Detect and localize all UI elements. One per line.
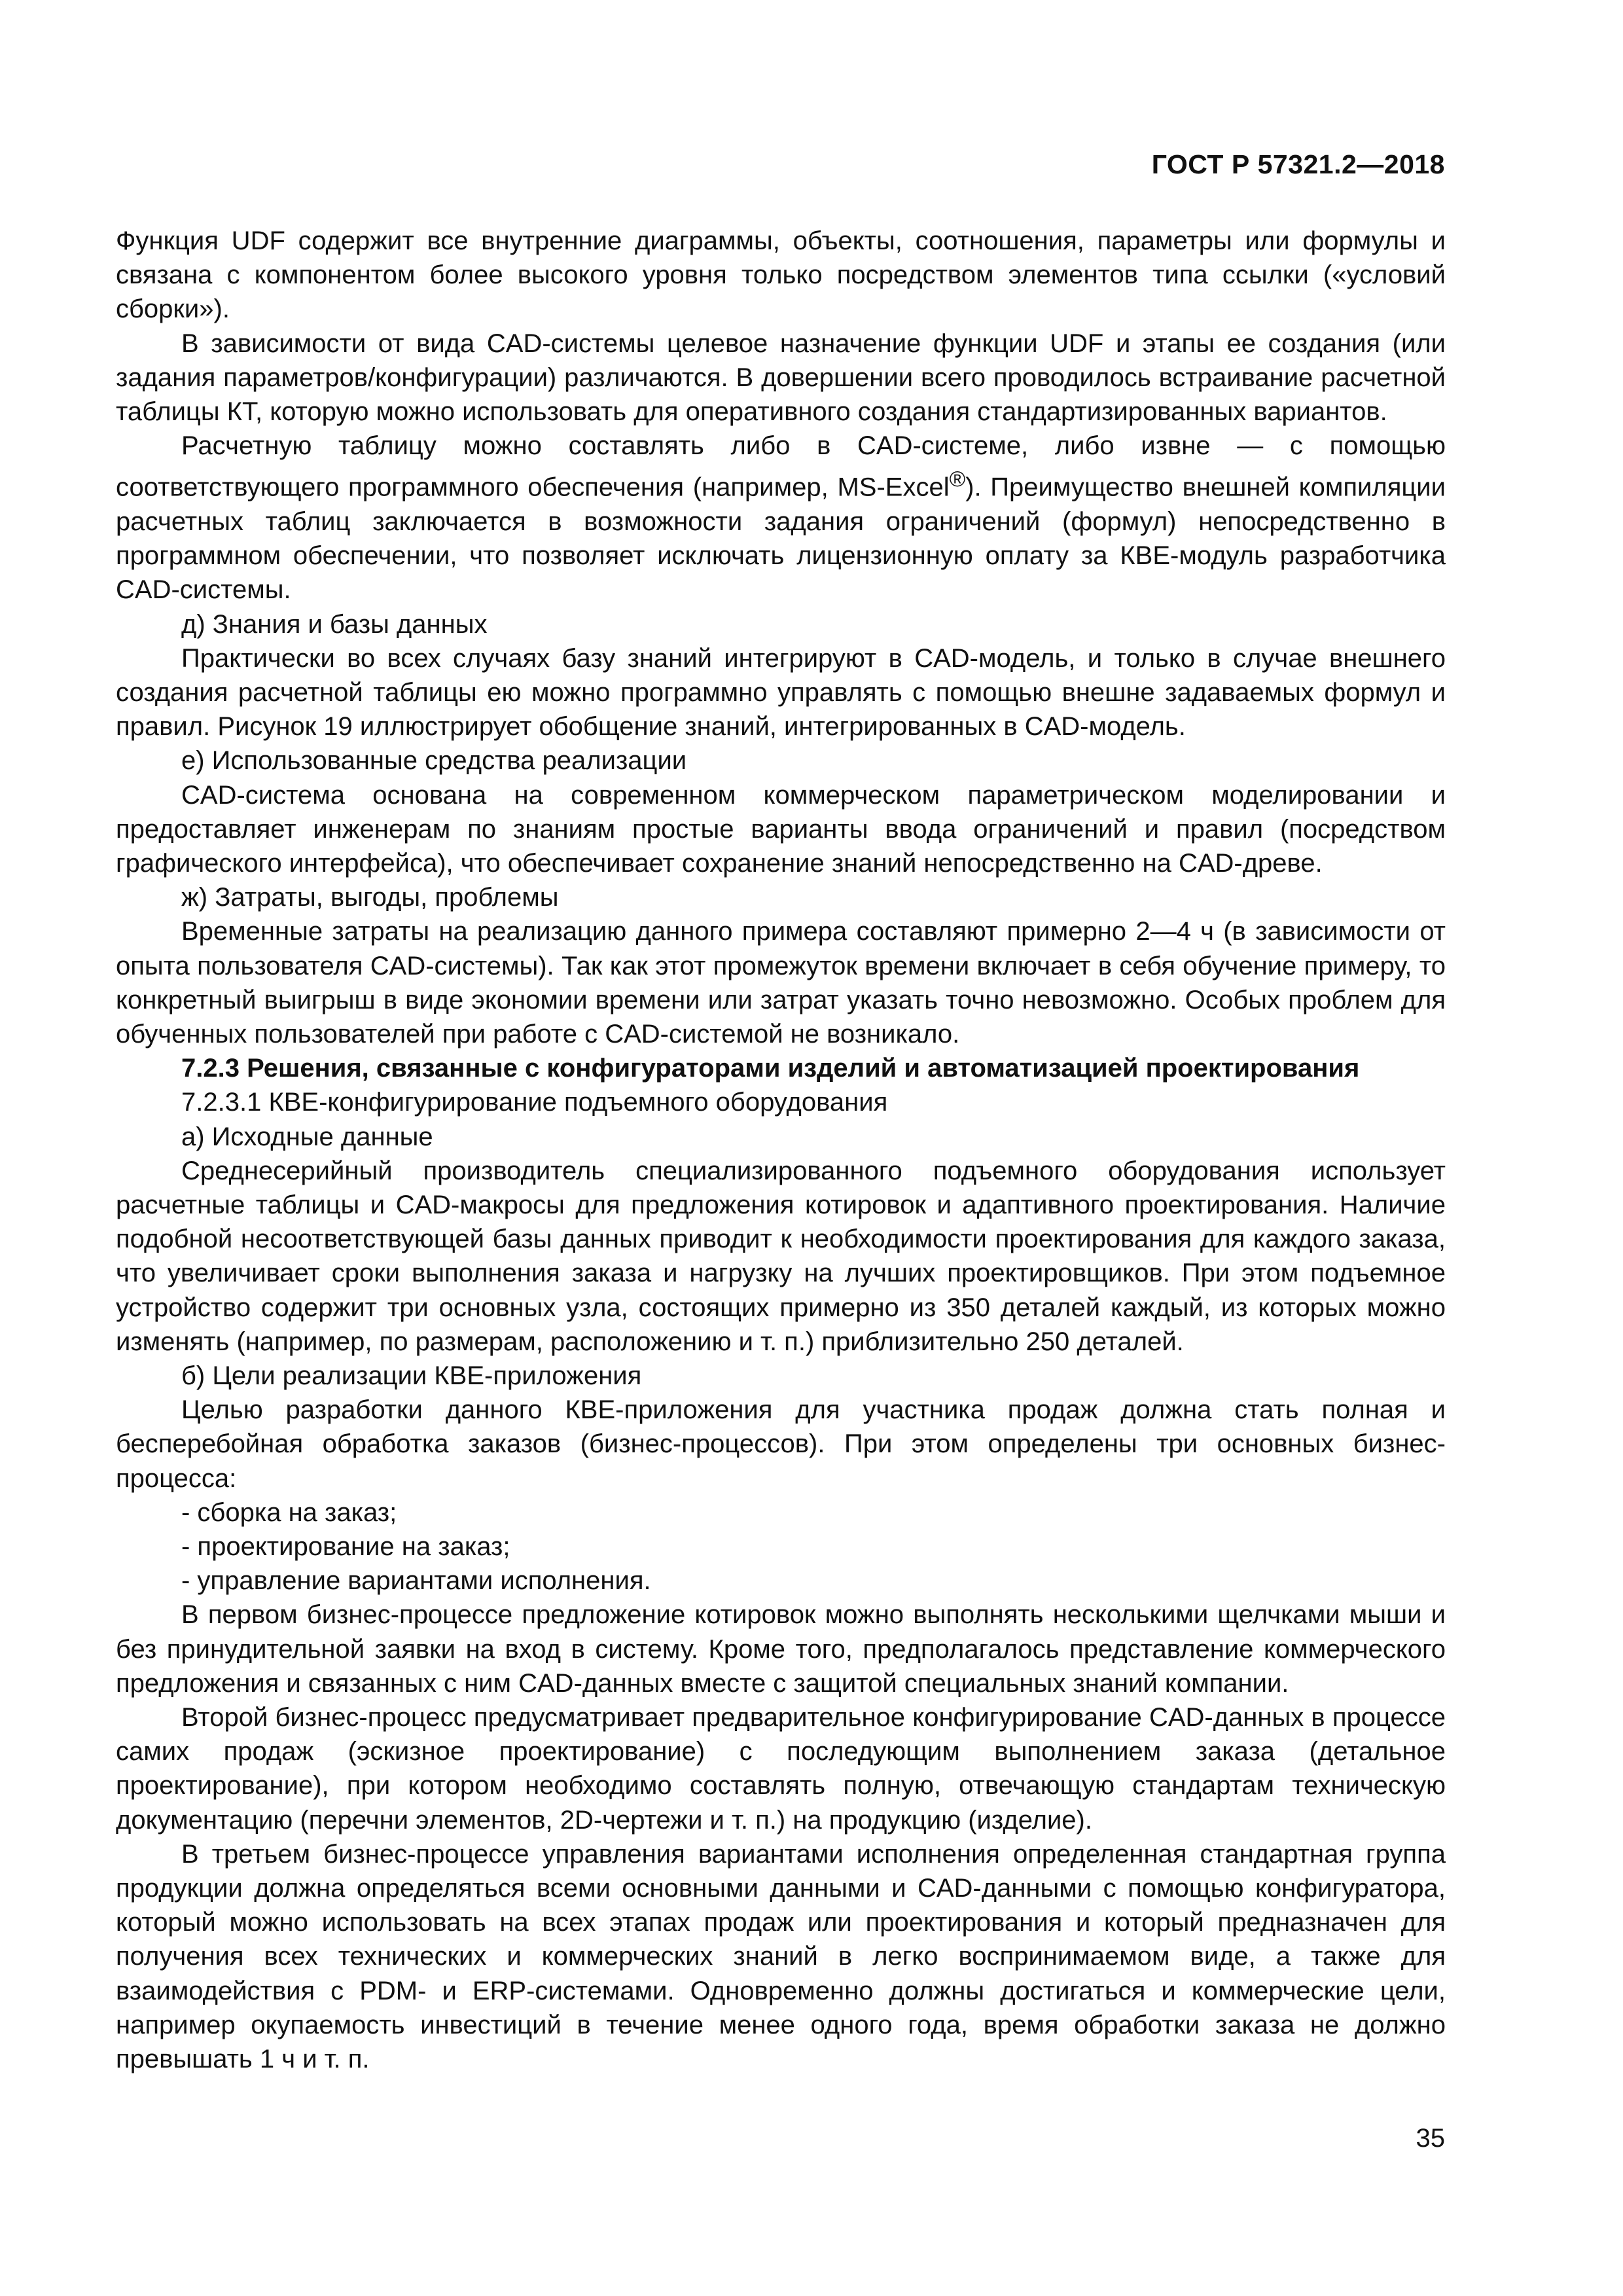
section-heading-7-2-3: 7.2.3 Решения, связанные с конфигураторами изделий и автоматизацией проектирования bbox=[181, 1054, 1360, 1083]
calc-table-text-start: Расчетную таблицу можно составлять либо в CAD-системе, либо извне — с помощью соответствующего программного обеспечения (например, MS-Excel bbox=[116, 431, 1446, 502]
paragraph-first-process: В первом бизнес-процессе предложение котировок можно выполнять несколькими щелчками мыши и без принудительной заявки на вход в систему. Кроме того, предполагалось представление коммерческого предложения и связанных с ним CAD-данных вместе с защитой специальных знаний компании. bbox=[116, 1600, 1446, 1698]
paragraph-third-process: В третьем бизнес-процессе управления вариантами исполнения определенная стандартная группа продукции должна определяться всеми основными данными и CAD-данными с помощью конфигуратора, который можно использовать на всех этапах продаж или проектирования и который предназначен для получения всех технических и коммерческих знаний в легко воспринимаемом виде, а также для взаимодействия с PDM- и ERP-системами. Одновременно должны достигаться и коммерческие цели, например окупаемость инвестиций в течение менее одного года, время обработки заказа не должно превышать 1 ч и т. п. bbox=[116, 1839, 1446, 2074]
paragraph-knowledge-base: Практически во всех случаях базу знаний интегрируют в CAD-модель, и только в случае внешнего создания расчетной таблицы ею можно программно управлять с помощью внешне задаваемых формул и правил. Рисунок 19 иллюстрирует обобщение знаний, интегрированных в CAD-модель. bbox=[116, 643, 1446, 742]
body-text bbox=[116, 224, 1446, 2076]
paragraph-cad-system: CAD-система основана на современном коммерческом параметрическом моделировании и предоставляет инженерам по знаниям простые варианты ввода ограничений и правил (посредством графического интерфейса), что обеспечивает сохранение знаний непосредственно на CAD-древе. bbox=[116, 780, 1446, 878]
list-item-costs: ж) Затраты, выгоды, проблемы bbox=[181, 883, 559, 912]
subsection-heading-7-2-3-1: 7.2.3.1 КВЕ-конфигурирование подъемного оборудования bbox=[181, 1088, 888, 1117]
list-item-goals: б) Цели реализации КВЕ-приложения bbox=[181, 1361, 642, 1391]
standard-header: ГОСТ Р 57321.2—2018 bbox=[1151, 149, 1445, 179]
registered-mark: ® bbox=[949, 467, 966, 492]
paragraph-manufacturer: Среднесерийный производитель специализированного подъемного оборудования использует расчетные таблицы и CAD-макросы для предложения котировок и адаптивного проектирования. Наличие подобной несоответствующей базы данных приводит к необходимости проектирования для каждого заказа, что увеличивает сроки выполнения заказа и нагрузку на лучших проектировщиков. При этом подъемное устройство содержит три основных узла, состоящих примерно из 350 деталей каждый, из которых можно изменять (например, по размерам, расположению и т. п.) приблизительно 250 деталей. bbox=[116, 1156, 1446, 1356]
list-item-knowledge-databases: д) Знания и базы данных bbox=[181, 609, 488, 639]
list-item-tools: е) Использованные средства реализации bbox=[181, 746, 687, 776]
paragraph-goal: Целью разработки данного КВЕ-приложения для участника продаж должна стать полная и бесперебойная обработка заказов (бизнес-процессов). При этом определены три основных бизнес-процесса: bbox=[116, 1395, 1446, 1493]
paragraph-cad-dependence: В зависимости от вида CAD-системы целевое назначение функции UDF и этапы ее создания (или задания параметров/конфигурации) различаются. В довершении всего проводилось встраивание расчетной таблицы КТ, которую можно использовать для оперативного создания стандартизированных вариантов. bbox=[116, 329, 1446, 427]
paragraph-second-process: Второй бизнес-процесс предусматривает предварительное конфигурирование CAD-данных в процессе самих продаж (эскизное проектирование) с последующим выполнением заказа (детальное проектирование), при котором необходимо составлять полную, отвечающую стандартам техническую документацию (перечни элементов, 2D-чертежи и т. п.) на продукцию (изделие). bbox=[116, 1703, 1446, 1835]
paragraph-calc-table bbox=[116, 429, 1446, 607]
paragraph-time-costs: Временные затраты на реализацию данного примера составляют примерно 2—4 ч (в зависимости от опыта пользователя CAD-системы). Так как этот промежуток времени включает в себя обучение примеру, то конкретный выигрыш в виде экономии времени или затрат указать точно невозможно. Особых проблем для обученных пользователей при работе с CAD-системой не возникало. bbox=[116, 917, 1446, 1049]
list-item-initial-data: а) Исходные данные bbox=[181, 1122, 433, 1151]
dash-item-variants: - управление вариантами исполнения. bbox=[181, 1566, 651, 1596]
paragraph-udf: Функция UDF содержит все внутренние диаграммы, объекты, соотношения, параметры или формулы и связана с компонентом более высокого уровня только посредством элементов типа ссылки («условий сборки»). bbox=[116, 226, 1446, 324]
calc-table-text-end: ). Преимущество внешней компиляции расчетных таблиц заключается в возможности задания ограничений (формул) непосредственно в программном обеспечении, что позволяет исключать лицензионную оплату за КВЕ-модуль разработчика CAD-системы. bbox=[116, 473, 1446, 605]
dash-item-assembly: - сборка на заказ; bbox=[181, 1498, 397, 1527]
page-number: 35 bbox=[1416, 2124, 1445, 2153]
dash-item-design: - проектирование на заказ; bbox=[181, 1532, 510, 1562]
